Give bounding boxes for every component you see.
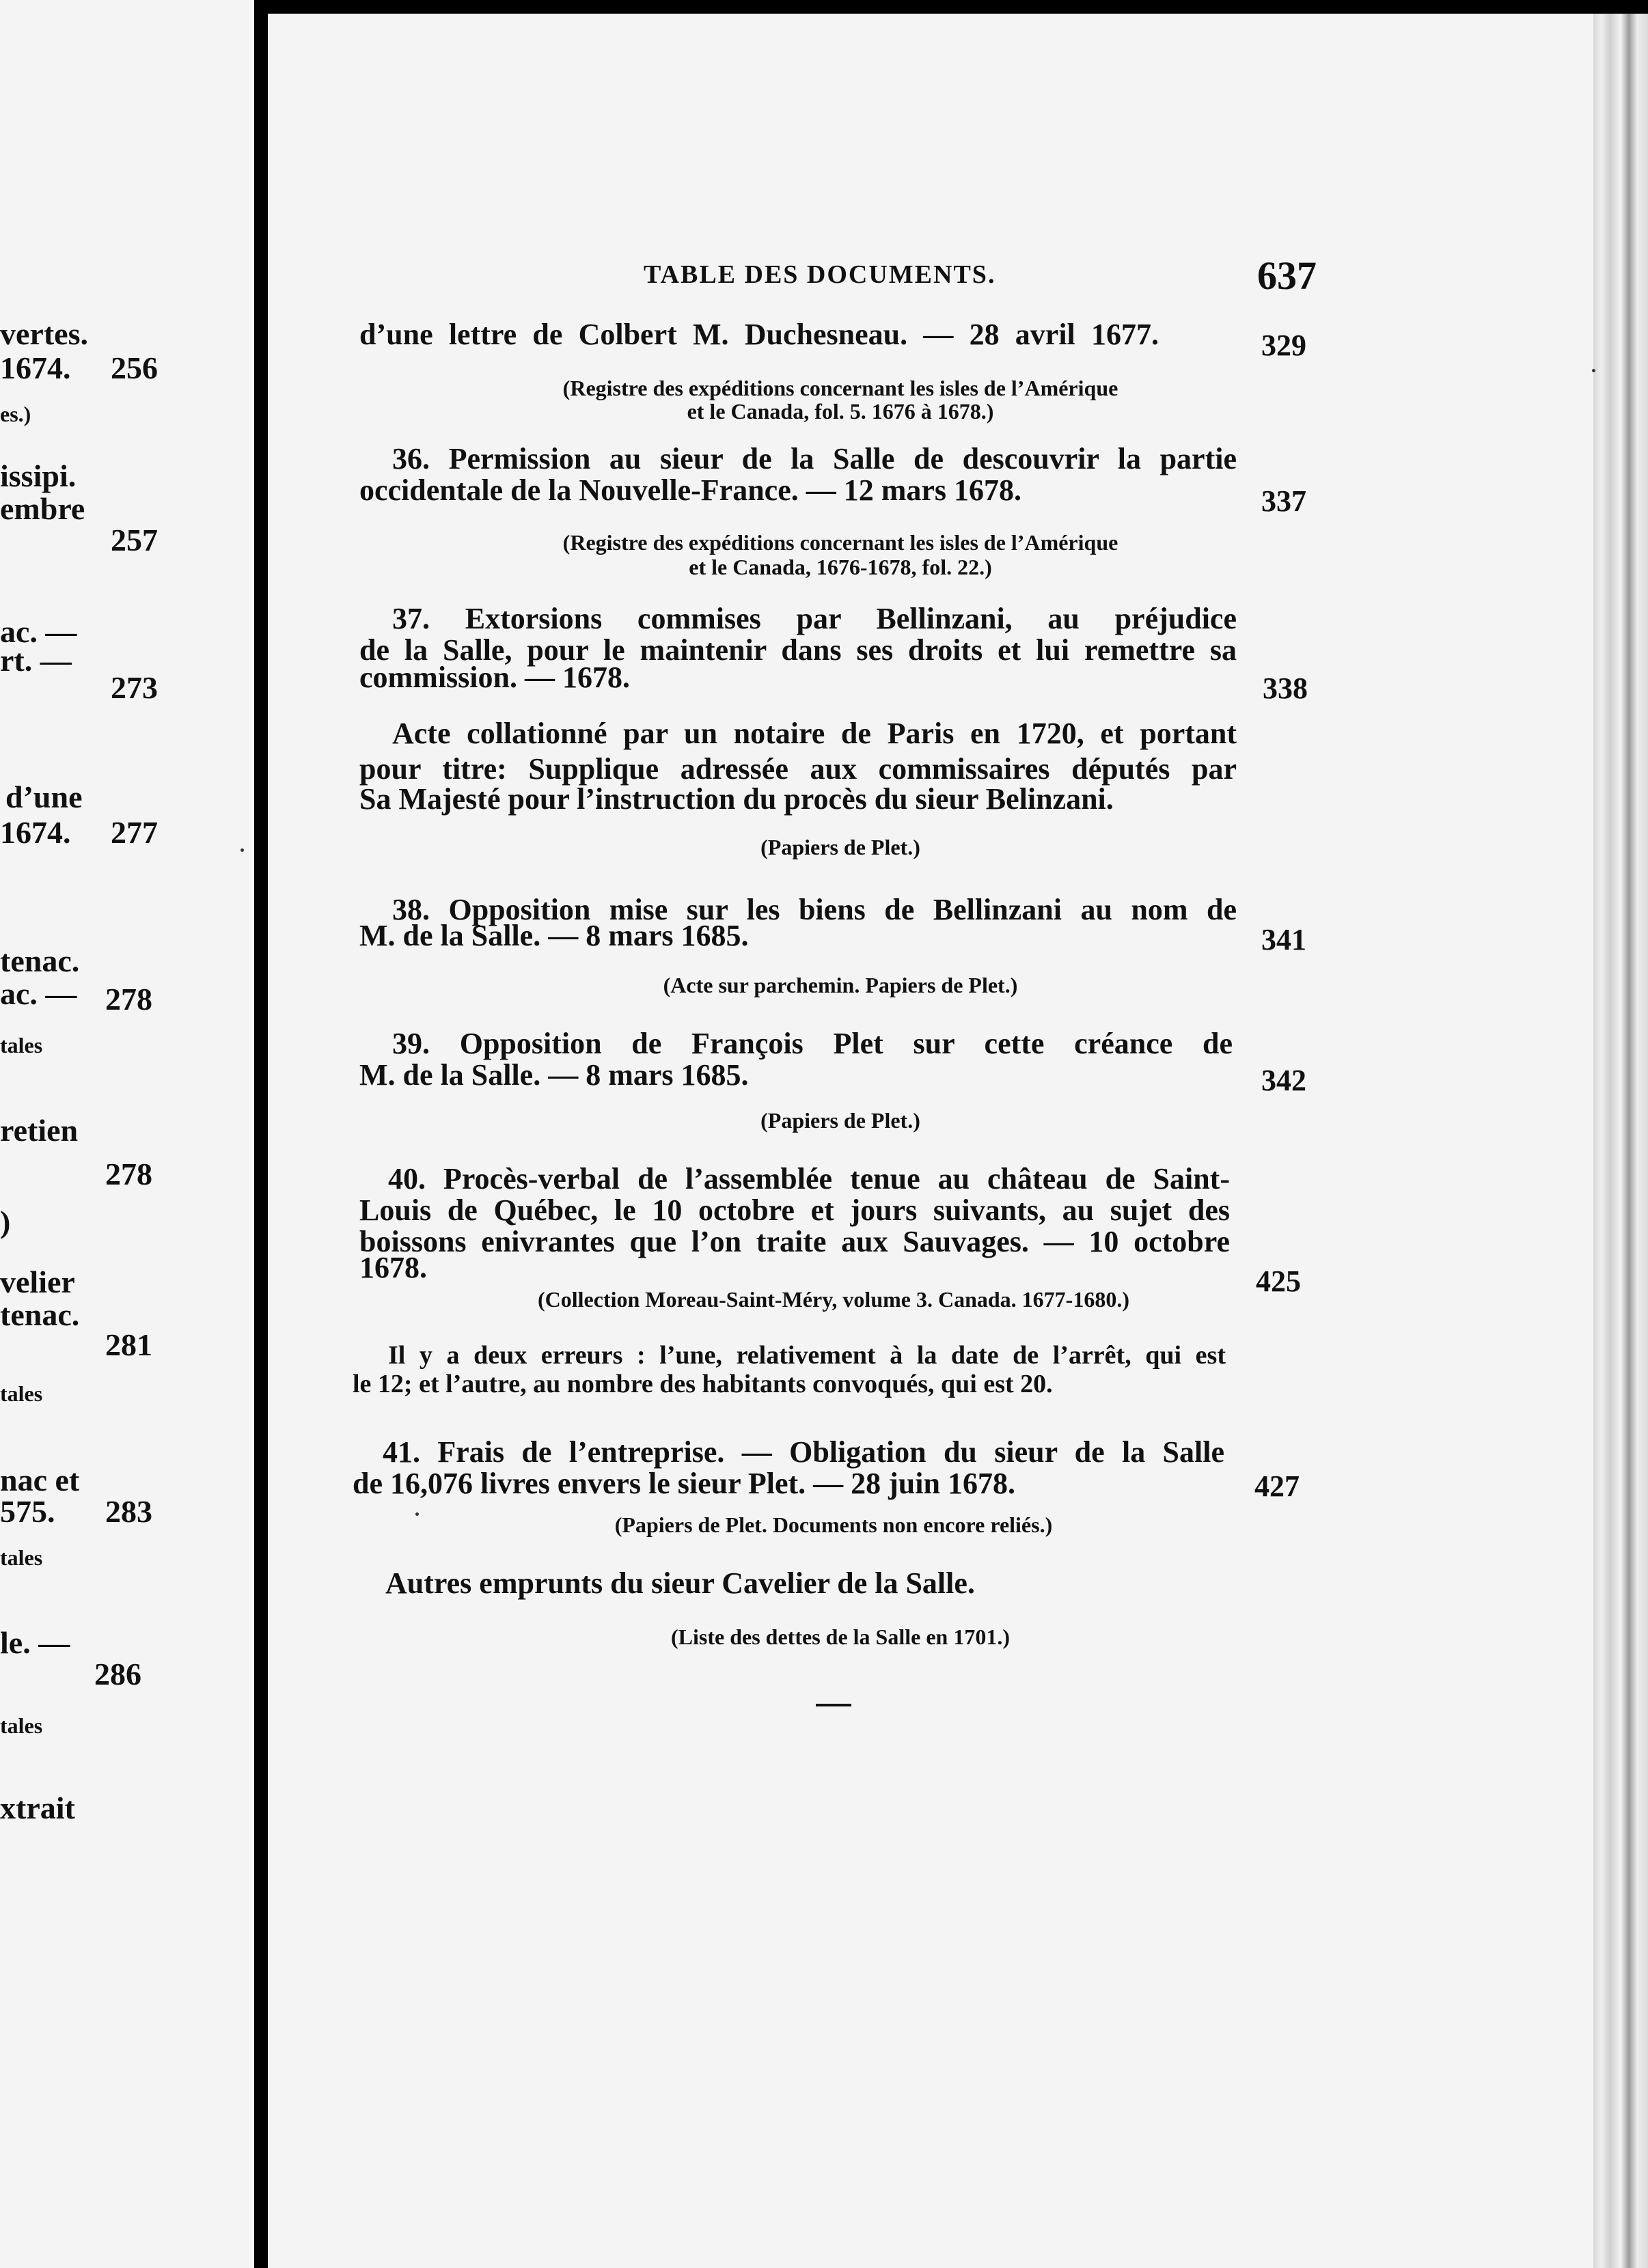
- entry-note: pour titre: Supplique adressée aux commissaires députés par: [359, 752, 1237, 786]
- left-line: tenac.: [0, 943, 80, 978]
- page-edge: [1593, 14, 1648, 2268]
- left-line: 575.: [0, 1494, 55, 1529]
- speck: [1592, 369, 1595, 372]
- speck: [415, 1512, 419, 1516]
- document-page: [268, 14, 1593, 2268]
- left-page-number: 273: [111, 670, 158, 705]
- left-line: ac. —: [0, 614, 77, 649]
- entry-page-ref: 329: [1261, 329, 1306, 362]
- entry-line: 36. Permission au sieur de la Salle de descouvrir la partie: [392, 442, 1237, 475]
- entry-page-ref: 427: [1254, 1469, 1300, 1503]
- entry-note: Sa Majesté pour l’instruction du procès du sieur Belinzani.: [359, 782, 1114, 816]
- left-page-number: 256: [111, 350, 158, 385]
- left-page-number: 281: [105, 1327, 152, 1362]
- entry-line: de la Salle, pour le maintenir dans ses droits et lui remettre sa: [359, 633, 1237, 667]
- left-line: ac. —: [0, 976, 77, 1011]
- entry-line: Louis de Québec, le 10 octobre et jours suivants, au sujet des: [359, 1193, 1230, 1227]
- entry-line: M. de la Salle. — 8 mars 1685.: [359, 1058, 749, 1092]
- entry-line: 40. Procès-verbal de l’assemblée tenue au château de Saint-: [388, 1162, 1230, 1195]
- left-line: es.): [0, 402, 31, 426]
- left-line: 1674.: [0, 815, 71, 850]
- entry-line: d’une lettre de Colbert M. Duchesneau. — 28 avril 1677.: [359, 318, 1159, 351]
- end-rule: [816, 1704, 851, 1706]
- entry-line: occidentale de la Nouvelle-France. — 12 mars 1678.: [359, 473, 1022, 507]
- entry-note: Il y a deux erreurs : l’une, relativement à la date de l’arrêt, qui est: [388, 1341, 1226, 1370]
- entry-note: Acte collationné par un notaire de Paris en 1720, et portant: [392, 717, 1237, 750]
- entry-source: (Papiers de Plet.): [760, 1108, 920, 1133]
- left-page-number: 278: [105, 1157, 152, 1191]
- left-line: tenac.: [0, 1297, 80, 1332]
- left-line: 1674.: [0, 350, 71, 385]
- entry-line: 41. Frais de l’entreprise. — Obligation du sieur de la Salle: [383, 1435, 1224, 1469]
- left-line: d’une: [5, 779, 83, 814]
- entry-page-ref: 341: [1261, 923, 1306, 956]
- left-line: vertes.: [0, 316, 88, 351]
- speck: [241, 848, 244, 852]
- entry-source: (Collection Moreau-Saint-Méry, volume 3. Canada. 1677-1680.): [538, 1287, 1129, 1312]
- entry-line: 38. Opposition mise sur les biens de Bellinzani au nom de: [392, 893, 1237, 926]
- left-line: retien: [0, 1113, 79, 1148]
- left-line: velier: [0, 1264, 75, 1299]
- entry-line: Autres emprunts du sieur Cavelier de la Salle.: [385, 1566, 975, 1600]
- left-page-number: 278: [105, 982, 152, 1017]
- left-page-number: 286: [94, 1657, 141, 1691]
- left-line: tales: [0, 1033, 43, 1057]
- left-line: issipi.: [0, 458, 77, 493]
- entry-page-ref: 338: [1263, 672, 1308, 705]
- left-line: ): [0, 1204, 11, 1239]
- left-line: nac et: [0, 1463, 80, 1497]
- left-line: le. —: [0, 1625, 70, 1660]
- entry-source: (Papiers de Plet.): [760, 835, 920, 859]
- left-page-fragment: [0, 0, 254, 2268]
- entry-source: (Registre des expéditions concernant les isles de l’Amérique: [562, 530, 1118, 555]
- left-line: tales: [0, 1381, 43, 1406]
- entry-page-ref: 337: [1261, 484, 1306, 518]
- left-line: xtrait: [0, 1790, 75, 1825]
- page-number: 637: [1257, 253, 1317, 298]
- entry-line: boissons enivrantes que l’on traite aux Sauvages. — 10 octobre: [359, 1225, 1230, 1258]
- running-header: TABLE DES DOCUMENTS.: [644, 260, 996, 289]
- left-line: embre: [0, 491, 85, 526]
- entry-line: 1678.: [359, 1251, 427, 1284]
- entry-source: et le Canada, fol. 5. 1676 à 1678.): [687, 399, 994, 424]
- entry-line: 39. Opposition de François Plet sur cette créance de: [392, 1027, 1233, 1060]
- entry-page-ref: 425: [1256, 1264, 1301, 1298]
- left-line: tales: [0, 1713, 43, 1738]
- left-page-number: 283: [105, 1494, 152, 1529]
- left-page-number: 257: [111, 523, 158, 557]
- entry-line: 37. Extorsions commises par Bellinzani, au préjudice: [392, 602, 1237, 635]
- left-page-number: 277: [111, 815, 158, 850]
- entry-note: le 12; et l’autre, au nombre des habitants convoqués, qui est 20.: [353, 1370, 1053, 1398]
- entry-source: et le Canada, 1676-1678, fol. 22.): [689, 555, 992, 579]
- entry-source: (Papiers de Plet. Documents non encore reliés.): [614, 1512, 1053, 1537]
- entry-line: commission. — 1678.: [359, 661, 630, 694]
- entry-source: (Registre des expéditions concernant les isles de l’Amérique: [562, 376, 1118, 400]
- entry-line: de 16,076 livres envers le sieur Plet. — 28 juin 1678.: [353, 1467, 1015, 1500]
- left-line: rt. —: [0, 643, 72, 678]
- entry-page-ref: 342: [1261, 1064, 1306, 1097]
- entry-source: (Liste des dettes de la Salle en 1701.): [671, 1624, 1010, 1649]
- left-line: tales: [0, 1545, 43, 1570]
- entry-line: M. de la Salle. — 8 mars 1685.: [359, 919, 749, 952]
- entry-source: (Acte sur parchemin. Papiers de Plet.): [663, 973, 1018, 997]
